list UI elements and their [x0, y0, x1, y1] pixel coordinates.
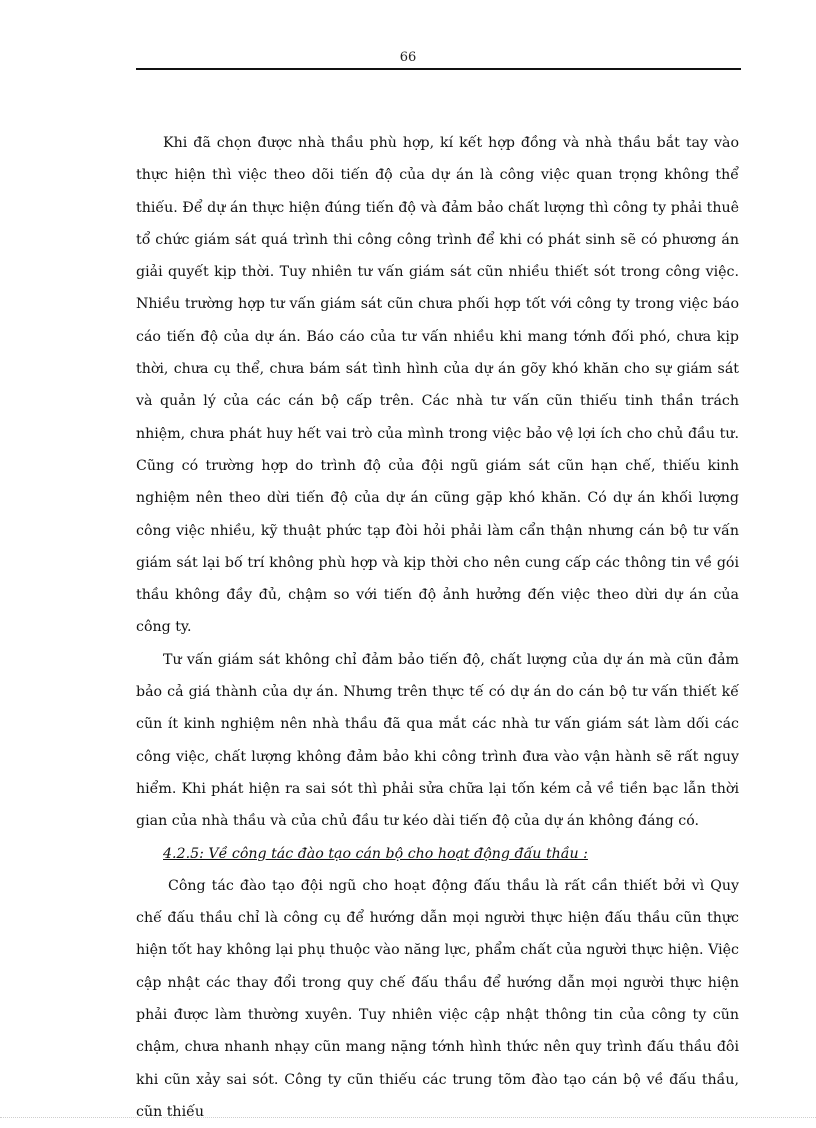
header-rule [136, 68, 741, 70]
section-heading: 4.2.5: Về công tác đào tạo cán bộ cho hoạt động đấu thầu : [163, 845, 588, 862]
page-number: 66 [399, 50, 417, 65]
footer-divider [0, 1117, 816, 1118]
body-paragraph: Tư vấn giám sát không chỉ đảm bảo tiến độ, chất lượng của dự án mà cũn đảm bảo cả giá thành của dự án. Nhưng trên thực tế có dự án do cán bộ tư vấn thiết kế cũn ít kinh nghiệm nên nhà thầu đã qua mắt các nhà tư vấn giám sát làm dối các công việc, chất lượng không đảm bảo khi công trình đưa vào vận hành sẽ rất nguy hiểm. Khi phát hiện ra sai sót thì phải sửa chữa lại tốn kém cả về tiền bạc lẫn thời gian của nhà thầu và của chủ đầu tư kéo dài tiến độ của dự án không đáng có. [136, 651, 739, 830]
body-paragraph: Khi đã chọn được nhà thầu phù hợp, kí kết hợp đồng và nhà thầu bắt tay vào thực hiện thì việc theo dõi tiến độ của dự án là công việc quan trọng không thể thiếu. Để dự án thực hiện đúng tiến độ và đảm bảo chất lượng thì công ty phải thuê tổ chức giám sát quá trình thi công công trình để khi có phát sinh sẽ có phương án giải quyết kịp thời. Tuy nhiên tư vấn giám sát cũn nhiều thiết sót trong công việc. Nhiều trường hợp tư vấn giám sát cũn chưa phối hợp tốt với công ty trong việc báo cáo tiến độ của dự án. Báo cáo của tư vấn nhiều khi mang tớnh đối phó, chưa kịp thời, chưa cụ thể, chưa bám sát tình hình của dự án gõy khó khăn cho sự giám sát và quản lý của các cán bộ cấp trên. Các nhà tư vấn cũn thiếu tinh thần trách nhiệm, chưa phát huy hết vai trò của mình trong việc bảo vệ lợi ích cho chủ đầu tư. Cũng có trường hợp do trình độ của đội ngũ giám sát cũn hạn chế, thiếu kinh nghiệm nên theo dừi tiến độ của dự án cũng gặp khó khăn. Có dự án khối lượng công việc nhiều, kỹ thuật phức tạp đòi hỏi phải làm cẩn thận nhưng cán bộ tư vấn giám sát lại bố trí không phù hợp và kịp thời cho nên cung cấp các thông tin về gói thầu không đầy đủ, chậm so với tiến độ ảnh hưởng đến việc theo dừi dự án của công ty. [136, 135, 739, 636]
document-body [136, 127, 739, 1128]
section-paragraph: Công tác đào tạo đội ngũ cho hoạt động đấu thầu là rất cần thiết bởi vì Quy chế đấu thầu chỉ là công cụ để hướng dẫn mọi người thực hiện đấu thầu cũn thực hiện tốt hay không lại phụ thuộc vào năng lực, phẩm chất của người thực hiện. Việc cập nhật các thay đổi trong quy chế đấu thầu để hướng dẫn mọi người thực hiện phải được làm thường xuyên. Tuy nhiên việc cập nhật thông tin của công ty cũn chậm, chưa nhanh nhạy cũn mang nặng tớnh hình thức nên quy trình đấu thầu đôi khi cũn xảy sai sót. Công ty cũn thiếu các trung tõm đào tạo cán bộ về đấu thầu, cũn thiếu [136, 877, 739, 1120]
